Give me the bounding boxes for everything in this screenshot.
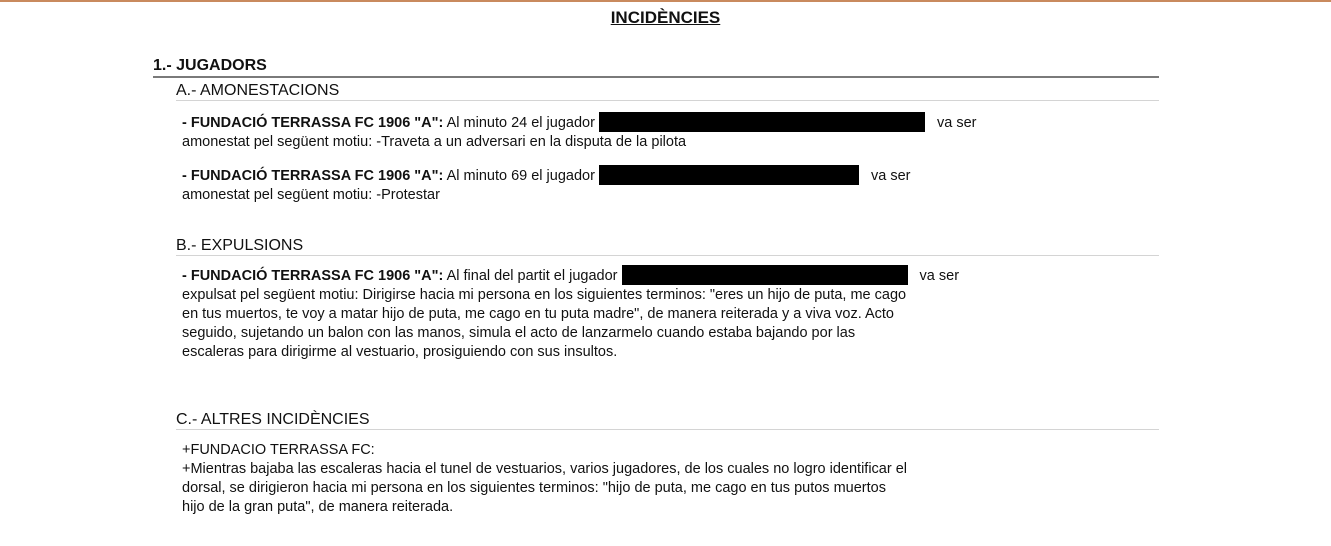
entry-text: Al final del partit el jugador [446, 268, 618, 284]
expulsio-text-line: en tus muertos, te voy a matar hijo de puta, me cago en tu puta madre", de manera reiterada y a viva voz. Acto [182, 306, 895, 322]
team-name: - FUNDACIÓ TERRASSA FC 1906 "A": [182, 268, 444, 284]
subheading-expulsions: B.- EXPULSIONS [176, 236, 1159, 256]
amonestacio-entry-2 [182, 165, 910, 205]
altres-text-line: +FUNDACIO TERRASSA FC: [182, 442, 375, 458]
expulsio-entry [182, 265, 959, 362]
entry-motive: amonestat pel següent motiu: -Protestar [182, 187, 440, 203]
entry-text-end: va ser [936, 115, 977, 131]
section-heading-jugadors: 1.- JUGADORS [153, 56, 1159, 78]
redacted-player-name [599, 165, 859, 185]
subheading-amonestacions: A.- AMONESTACIONS [176, 81, 1159, 101]
altres-text-line: dorsal, se dirigieron hacia mi persona en los siguientes terminos: "hijo de puta, me cago en tus putos muertos [182, 480, 886, 496]
entry-motive: amonestat pel següent motiu: -Traveta a un adversari en la disputa de la pilota [182, 134, 687, 150]
document-title: INCIDÈNCIES [610, 8, 721, 27]
expulsio-text-line: seguido, sujetando un balon con las manos, simula el acto de lanzarmelo cuando estaba bajando por las [182, 325, 856, 341]
amonestacio-entry-1 [182, 112, 976, 152]
top-border [0, 0, 1331, 2]
altres-text-line: hijo de la gran puta", de manera reiterada. [182, 499, 454, 515]
expulsio-text-line: escaleras para dirigirme al vestuario, prosiguiendo con sus insultos. [182, 344, 618, 360]
altres-text-line: +Mientras bajaba las escaleras hacia el tunel de vestuarios, varios jugadores, de los cuales no logro identificar el [182, 461, 908, 477]
entry-text: Al minuto 24 el jugador [446, 115, 595, 131]
altres-entry [182, 441, 907, 517]
expulsio-text-line: expulsat pel següent motiu: Dirigirse hacia mi persona en los siguientes terminos: "eres un hijo de puta, me cago [182, 287, 907, 303]
team-name: - FUNDACIÓ TERRASSA FC 1906 "A": [182, 168, 444, 184]
redacted-player-name [622, 265, 908, 285]
subheading-altres-incidencies: C.- ALTRES INCIDÈNCIES [176, 410, 1159, 430]
entry-text-end: va ser [870, 168, 911, 184]
redacted-player-name [599, 112, 925, 132]
entry-text-end: va ser [919, 268, 960, 284]
entry-text: Al minuto 69 el jugador [446, 168, 595, 184]
team-name: - FUNDACIÓ TERRASSA FC 1906 "A": [182, 115, 444, 131]
